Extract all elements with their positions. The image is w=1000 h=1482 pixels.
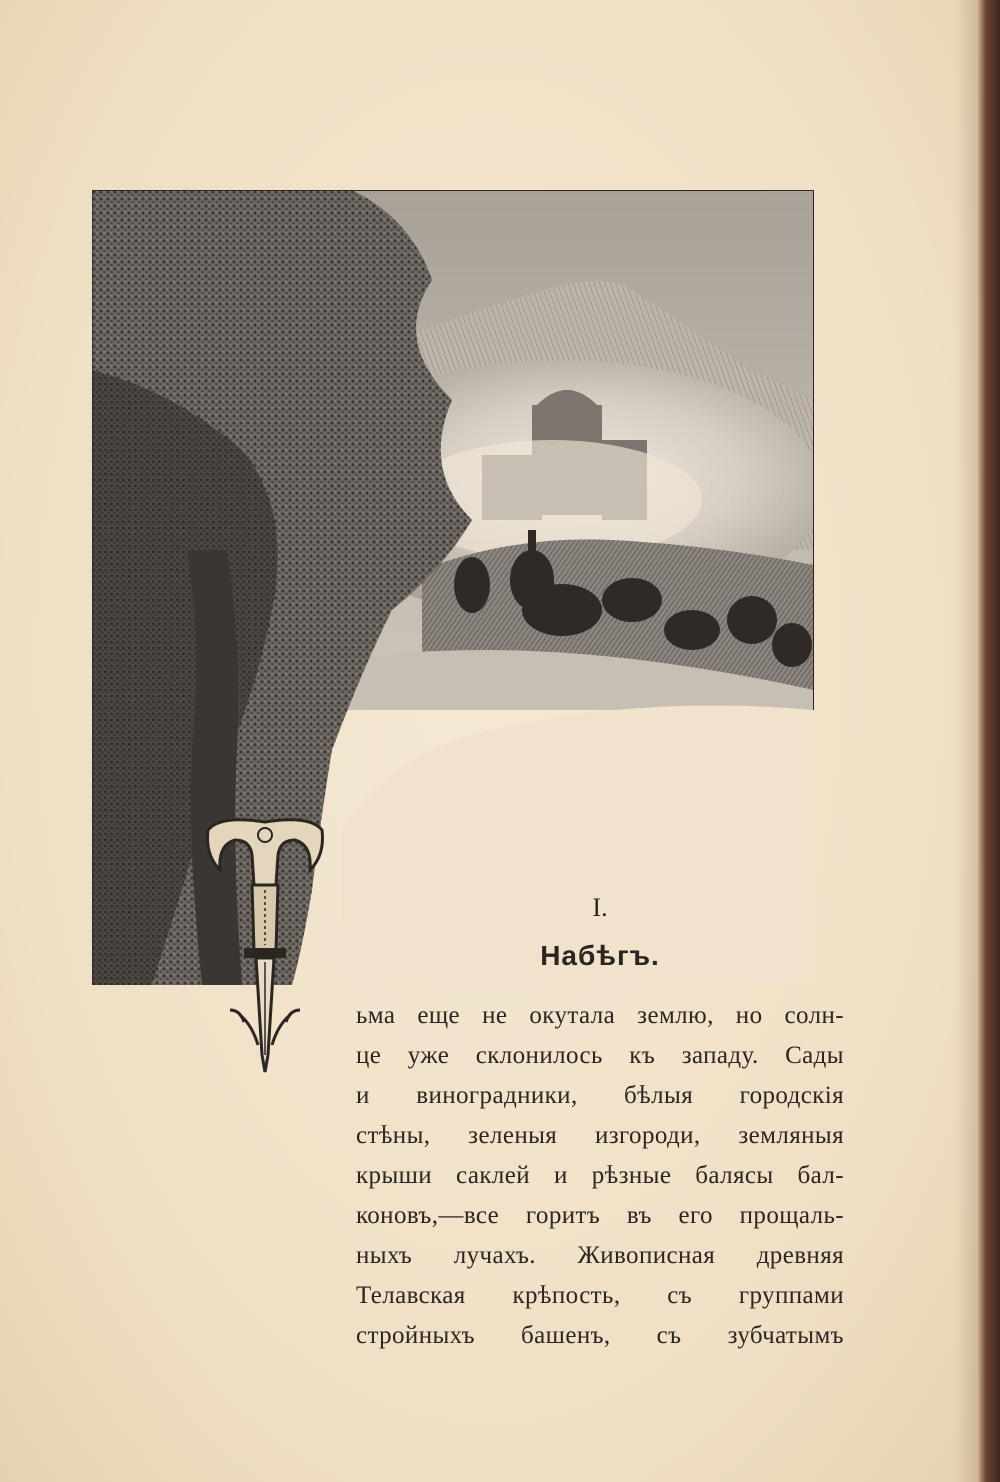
text-line: коновъ,—все горитъ въ его прощаль- bbox=[356, 1202, 844, 1229]
text-line: и виноградники, бѣлыя городскія bbox=[356, 1082, 844, 1109]
page-gutter-shadow bbox=[955, 0, 978, 1482]
book-binding-edge bbox=[978, 0, 1000, 1482]
text-line: Телавская крѣпость, съ группами bbox=[356, 1282, 844, 1309]
text-line: ныхъ лучахъ. Живописная древняя bbox=[356, 1242, 844, 1269]
drop-cap-initial bbox=[200, 810, 330, 1075]
text-line: стройныхъ башенъ, съ зубчатымъ bbox=[356, 1322, 844, 1349]
dagger-letter-t-icon bbox=[208, 820, 323, 1072]
text-line: ьма еще не окутала землю, но солн- bbox=[356, 1002, 844, 1029]
text-line: стѣны, зеленыя изгороди, земляныя bbox=[356, 1122, 844, 1149]
chapter-number: I. bbox=[592, 893, 608, 922]
text-line: це уже склонилось къ западу. Сады bbox=[356, 1042, 844, 1069]
chapter-title: Набѣгъ. bbox=[540, 940, 660, 971]
text-line: крыши саклей и рѣзные балясы бал- bbox=[356, 1162, 844, 1189]
